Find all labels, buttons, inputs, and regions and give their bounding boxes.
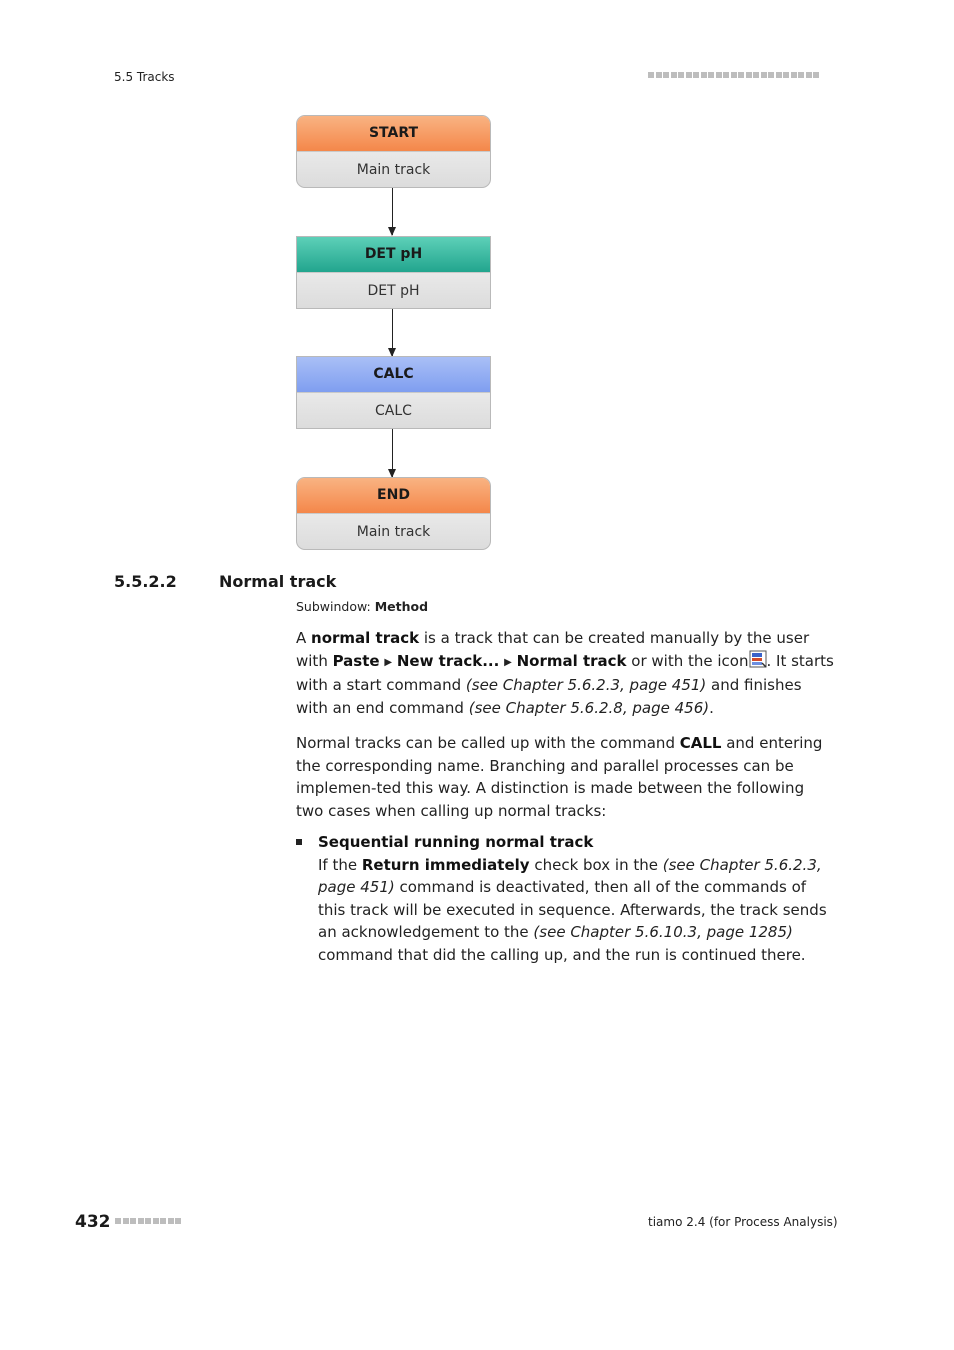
calc-node	[296, 356, 491, 429]
subwindow-label: Subwindow:	[296, 599, 371, 614]
section-number: 5.5.2.2	[114, 572, 177, 591]
subwindow-line	[296, 599, 428, 614]
flow-arrow	[392, 188, 393, 235]
link-start-command[interactable]: (see Chapter 5.6.2.3, page 451)	[465, 676, 707, 694]
paragraph-normal-track: A normal track is a track that can be created manually by the user with Paste ▶ New track... ▶ Normal track or with the icon . It starts with a start command (see Chapter 5.6.2.3, page 451) and finishes with an end command (see Chapter 5.6.2.8, page 456).	[296, 629, 834, 717]
end-node	[296, 477, 491, 550]
menu-new-track: New track...	[396, 651, 500, 670]
end-node-subtitle: Main track	[356, 524, 431, 540]
flow-arrow	[392, 429, 393, 477]
list-item-title: Sequential running normal track	[318, 833, 594, 851]
link-end-command[interactable]: (see Chapter 5.6.2.8, page 456)	[468, 698, 710, 717]
new-track-icon	[749, 650, 767, 668]
list-bullet	[296, 839, 302, 845]
link-start-command-2[interactable]: (see Chapter 5.6.2.3, page 451)	[318, 855, 822, 896]
running-header-section: 5.5 Tracks	[114, 70, 175, 84]
paragraph-calling-tracks: Normal tracks can be called up with the command CALL and entering the corresponding name. Branching and parallel processes can be implemen-ted this way. A distinction is made between the following two cases when calling up normal tracks:	[296, 734, 823, 820]
subwindow-value: Method	[374, 599, 429, 614]
footer-product: tiamo 2.4 (for Process Analysis)	[648, 1215, 838, 1229]
page-number: 432	[75, 1212, 111, 1232]
start-node-title: START	[297, 116, 490, 152]
det-ph-node-subtitle: DET pH	[367, 283, 420, 299]
end-node-title: END	[297, 478, 490, 514]
menu-paste: Paste	[332, 651, 380, 670]
footer-decoration	[115, 1218, 183, 1237]
calc-node-subtitle: CALC	[375, 403, 412, 419]
start-node	[296, 115, 491, 188]
start-node-subtitle: Main track	[356, 162, 431, 178]
term-return-immediately: Return immediately	[361, 855, 530, 874]
link-acknowledgement-command[interactable]: (see Chapter 5.6.10.3, page 1285)	[533, 923, 793, 941]
det-ph-node-title: DET pH	[297, 237, 490, 273]
menu-arrow-icon: ▶	[384, 656, 393, 668]
calc-node-title: CALC	[297, 357, 490, 393]
term-call: CALL	[679, 734, 722, 752]
list-item-sequential: Sequential running normal track If the Return immediately check box in the (see Chapter 5.6.2.3, page 451) command is deactivated, then all of the commands of this track will be executed in sequence. Afterwards, the track sends an acknowledgement to the (see Chapter 5.6.10.3, page 1285) command that did the calling up, and the run is continued there.	[318, 833, 827, 964]
flow-arrow	[392, 309, 393, 356]
header-decoration	[648, 72, 830, 79]
det-ph-node	[296, 236, 491, 309]
section-title: Normal track	[219, 572, 337, 591]
menu-normal-track: Normal track	[516, 651, 627, 670]
term-normal-track: normal track	[311, 629, 420, 647]
menu-arrow-icon: ▶	[504, 656, 512, 668]
